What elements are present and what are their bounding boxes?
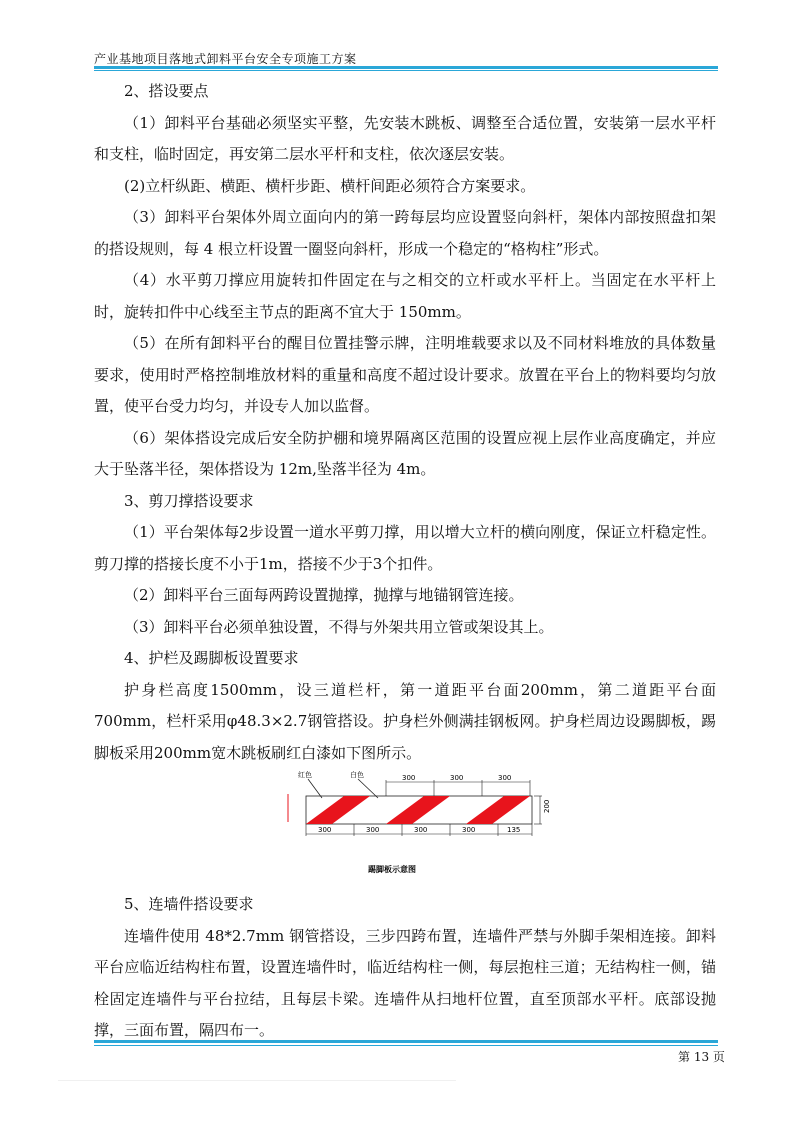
document-header-title: 产业基地项目落地式卸料平台安全专项施工方案 <box>94 52 357 66</box>
header-rule-thick <box>94 66 718 69</box>
section-2-heading: 2、搭设要点 <box>124 82 209 100</box>
section-2-paragraph-3: （3）卸料平台架体外周立面向内的第一跨每层均应设置竖向斜杆，架体内部按照盘扣架的搭设规则，每 4 根立杆设置一圈竖向斜杆，形成一个稳定的“格构柱”形式。 <box>94 208 716 258</box>
leader-red <box>308 779 322 798</box>
red-stripe-2 <box>386 796 450 824</box>
label-white: 白色 <box>350 771 364 779</box>
section-2-paragraph-1: （1）卸料平台基础必须坚实平整，先安装木跳板、调整至合适位置，安装第一层水平杆和支柱，临时固定，再安第二层水平杆和支柱，依次逐层安装。 <box>94 113 716 163</box>
dim-bottom-5: 135 <box>507 826 521 834</box>
dim-top-1: 300 <box>402 774 416 782</box>
dim-bottom-3: 300 <box>414 826 428 834</box>
dim-bottom-1: 300 <box>318 826 332 834</box>
leader-white <box>358 779 378 798</box>
figure-caption: 踢脚板示意图 <box>368 865 416 874</box>
footer-faint-line <box>58 1080 456 1081</box>
page-number: 第 13 页 <box>678 1050 725 1064</box>
section-4-heading: 4、护栏及踢脚板设置要求 <box>124 649 299 667</box>
dim-top-2: 300 <box>450 774 464 782</box>
section-4-paragraph-1: 护身栏高度1500mm，设三道栏杆，第一道距平台面200mm，第二道距平台面700mm，栏杆采用φ48.3×2.7钢管搭设。护身栏外侧满挂钢板网。护身栏周边设踢脚板，踢脚板采用200mm宽木跳板刷红白漆如下图所示。 <box>94 680 716 762</box>
section-3-paragraph-3: （3）卸料平台必须单独设置，不得与外架共用立管或架设其上。 <box>124 617 554 636</box>
dim-bottom-2: 300 <box>366 826 380 834</box>
section-2-paragraph-5: （5）在所有卸料平台的醒目位置挂警示牌，注明堆载要求以及不同材料堆放的具体数量要求，使用时严格控制堆放材料的重量和高度不超过设计要求。放置在平台上的物料要均匀放置，使平台受力均匀，并设专人加以监督。 <box>94 334 716 415</box>
red-stripe-3 <box>466 796 530 824</box>
footer-rule-thick <box>94 1040 718 1043</box>
dim-top-3: 300 <box>498 774 512 782</box>
section-5-paragraph-1: 连墙件使用 48*2.7mm 钢管搭设，三步四跨布置，连墙件严禁与外脚手架相连接。卸料平台应临近结构柱布置，设置连墙件时，临近结构柱一侧，每层抱柱三道；无结构柱一侧，锚栓固定连墙件与平台拉结，且每层卡梁。连墙件从扫地杆位置，直至顶部水平杆。底部设抛撑，三面布置，隔四布一。 <box>94 926 716 1039</box>
section-2-paragraph-6: （6）架体搭设完成后安全防护棚和境界隔离区范围的设置应视上层作业高度确定，并应大于坠落半径，架体搭设为 12m,坠落半径为 4m。 <box>94 428 716 478</box>
section-2-paragraph-2: (2)立杆纵距、横距、横杆步距、横杆间距必须符合方案要求。 <box>124 176 536 195</box>
section-3-paragraph-1: （1）平台架体每2步设置一道水平剪刀撑，用以增大立杆的横向刚度，保证立杆稳定性。剪刀撑的搭接长度不小于1m，搭接不少于3个扣件。 <box>94 523 716 573</box>
section-3-paragraph-2: （2）卸料平台三面每两跨设置抛撑，抛撑与地锚钢管连接。 <box>124 586 524 604</box>
toe-board-diagram <box>286 770 556 878</box>
section-3-heading: 3、剪刀撑搭设要求 <box>124 491 254 510</box>
section-5-heading: 5、连墙件搭设要求 <box>124 895 254 913</box>
dim-height: 200 <box>543 799 551 813</box>
label-red: 红色 <box>298 771 312 779</box>
header-rule-thin <box>94 70 718 71</box>
dim-bottom-4: 300 <box>462 826 476 834</box>
red-stripe-1 <box>306 796 370 824</box>
document-body <box>94 76 716 1047</box>
footer-rule-thin <box>94 1045 718 1046</box>
section-2-paragraph-4: （4）水平剪刀撑应用旋转扣件固定在与之相交的立杆或水平杆上。当固定在水平杆上时，旋转扣件中心线至主节点的距离不宜大于 150mm。 <box>94 271 716 321</box>
